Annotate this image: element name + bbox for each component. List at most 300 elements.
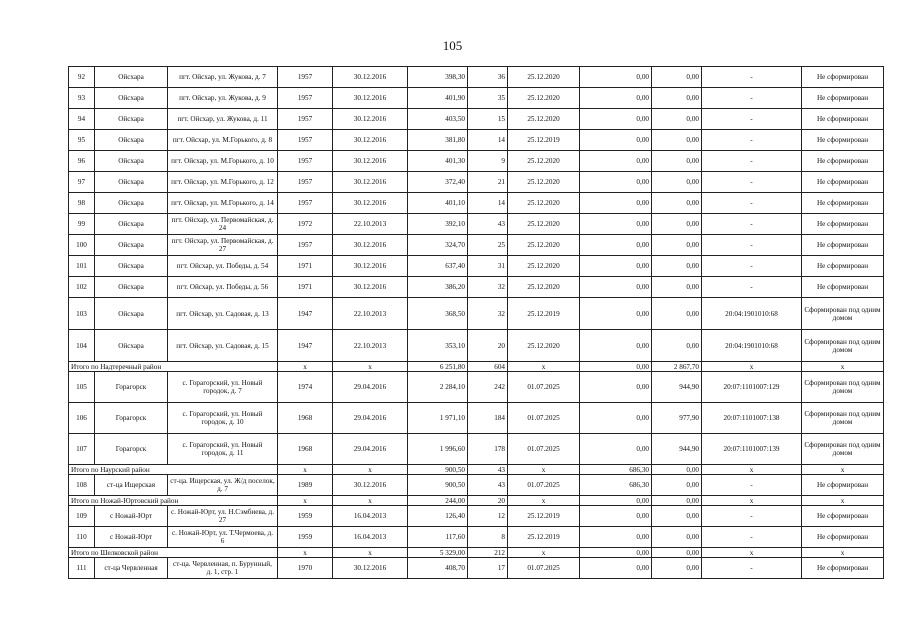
address: пгт. Ойсхар, ул. Жукова, д. 11 [168, 109, 278, 130]
area: 368,50 [408, 298, 468, 330]
total-x-5: х [802, 362, 884, 372]
build-year: 1968 [278, 403, 333, 434]
deadline: 01.07.2025 [508, 558, 580, 579]
settlement: Ойсхара [95, 109, 168, 130]
cost-2: 0,00 [652, 558, 702, 579]
total-x-1: х [278, 362, 333, 372]
cost-1: 0,00 [580, 67, 652, 88]
address: пгт. Ойсхар, ул. М.Горького, д. 10 [168, 151, 278, 172]
page-number: 105 [442, 38, 463, 53]
table-row [69, 558, 884, 579]
table-row [69, 172, 884, 193]
survey-date: 22.10.2013 [333, 214, 408, 235]
cost-1: 0,00 [580, 403, 652, 434]
deadline: 25.12.2020 [508, 235, 580, 256]
settlement: Горагорск [95, 434, 168, 465]
settlement: Ойсхара [95, 235, 168, 256]
area: 2 284,10 [408, 372, 468, 403]
residents: 9 [468, 151, 508, 172]
land-status: Сформирован под одним домом [802, 330, 884, 362]
settlement: ст-ца Ищерская [95, 475, 168, 496]
row-number: 110 [69, 527, 95, 548]
deadline: 25.12.2020 [508, 193, 580, 214]
cadastral-number: 20:07:1101007:139 [702, 434, 802, 465]
total-cost-2: 0,00 [652, 548, 702, 558]
cost-2: 0,00 [652, 109, 702, 130]
cost-2: 0,00 [652, 506, 702, 527]
area: 353,10 [408, 330, 468, 362]
row-number: 103 [69, 298, 95, 330]
cost-2: 0,00 [652, 475, 702, 496]
total-x-4: х [702, 465, 802, 475]
cost-1: 0,00 [580, 256, 652, 277]
cost-1: 0,00 [580, 130, 652, 151]
address: пгт. Ойсхар, ул. Первомайская, д. 24 [168, 214, 278, 235]
row-number: 105 [69, 372, 95, 403]
table-row [69, 475, 884, 496]
settlement: Ойсхара [95, 193, 168, 214]
total-row [69, 465, 884, 475]
address: пгт. Ойсхар, ул. Садовая, д. 15 [168, 330, 278, 362]
row-number: 100 [69, 235, 95, 256]
residents: 242 [468, 372, 508, 403]
survey-date: 30.12.2016 [333, 151, 408, 172]
table-row [69, 434, 884, 465]
settlement: Ойсхара [95, 88, 168, 109]
table-row [69, 256, 884, 277]
survey-date: 22.10.2013 [333, 330, 408, 362]
total-cost-1: 0,00 [580, 496, 652, 506]
total-cost-1: 686,30 [580, 465, 652, 475]
address: пгт. Ойсхар, ул. Садовая, д. 13 [168, 298, 278, 330]
cost-1: 0,00 [580, 109, 652, 130]
cost-2: 0,00 [652, 193, 702, 214]
address: пгт. Ойсхар, ул. М.Горького, д. 14 [168, 193, 278, 214]
settlement: Горагорск [95, 372, 168, 403]
area: 401,30 [408, 151, 468, 172]
cadastral-number: - [702, 67, 802, 88]
address: с. Горагорский, ул. Новый городок, д. 7 [168, 372, 278, 403]
cadastral-number: - [702, 151, 802, 172]
cost-1: 0,00 [580, 330, 652, 362]
residents: 184 [468, 403, 508, 434]
survey-date: 30.12.2016 [333, 475, 408, 496]
area: 392,10 [408, 214, 468, 235]
cost-2: 0,00 [652, 214, 702, 235]
deadline: 25.12.2019 [508, 130, 580, 151]
total-label: Итого по Шелковской район [69, 548, 278, 558]
cost-1: 0,00 [580, 298, 652, 330]
address: пгт. Ойсхар, ул. Жукова, д. 9 [168, 88, 278, 109]
address: пгт. Ойсхар, ул. Жукова, д. 7 [168, 67, 278, 88]
total-residents: 604 [468, 362, 508, 372]
deadline: 25.12.2020 [508, 151, 580, 172]
row-number: 102 [69, 277, 95, 298]
table-row [69, 403, 884, 434]
cost-2: 0,00 [652, 256, 702, 277]
total-x-4: х [702, 548, 802, 558]
total-x-3: х [508, 496, 580, 506]
total-cost-1: 0,00 [580, 362, 652, 372]
address: ст-ца. Ищерская, ул. Ж/д поселок, д. 7 [168, 475, 278, 496]
residents: 14 [468, 193, 508, 214]
address: пгт. Ойсхар, ул. Первомайская, д. 27 [168, 235, 278, 256]
survey-date: 16.04.2013 [333, 527, 408, 548]
land-status: Сформирован под одним домом [802, 372, 884, 403]
cost-2: 0,00 [652, 330, 702, 362]
total-label: Итого по Ножай-Юртовский район [69, 496, 278, 506]
table-row [69, 298, 884, 330]
build-year: 1957 [278, 109, 333, 130]
cost-2: 977,90 [652, 403, 702, 434]
residents: 8 [468, 527, 508, 548]
survey-date: 30.12.2016 [333, 235, 408, 256]
cadastral-number: - [702, 256, 802, 277]
land-status: Не сформирован [802, 506, 884, 527]
table-row [69, 330, 884, 362]
deadline: 25.12.2019 [508, 527, 580, 548]
deadline: 25.12.2020 [508, 88, 580, 109]
total-x-1: х [278, 465, 333, 475]
row-number: 95 [69, 130, 95, 151]
cost-1: 0,00 [580, 434, 652, 465]
settlement: Ойсхара [95, 151, 168, 172]
cadastral-number: - [702, 130, 802, 151]
cadastral-number: - [702, 558, 802, 579]
total-x-3: х [508, 548, 580, 558]
deadline: 25.12.2020 [508, 330, 580, 362]
cadastral-number: - [702, 506, 802, 527]
deadline: 25.12.2019 [508, 506, 580, 527]
land-status: Не сформирован [802, 558, 884, 579]
settlement: Ойсхара [95, 214, 168, 235]
cost-2: 0,00 [652, 172, 702, 193]
deadline: 25.12.2019 [508, 298, 580, 330]
deadline: 25.12.2020 [508, 256, 580, 277]
deadline: 25.12.2020 [508, 277, 580, 298]
settlement: с Ножай-Юрт [95, 506, 168, 527]
land-status: Не сформирован [802, 475, 884, 496]
area: 408,70 [408, 558, 468, 579]
total-cost-2: 0,00 [652, 465, 702, 475]
land-status: Не сформирован [802, 109, 884, 130]
build-year: 1971 [278, 256, 333, 277]
survey-date: 30.12.2016 [333, 256, 408, 277]
area: 401,90 [408, 88, 468, 109]
build-year: 1959 [278, 506, 333, 527]
cost-2: 0,00 [652, 151, 702, 172]
table-row [69, 277, 884, 298]
area: 401,10 [408, 193, 468, 214]
settlement: Ойсхара [95, 67, 168, 88]
cost-2: 0,00 [652, 130, 702, 151]
build-year: 1957 [278, 193, 333, 214]
cost-1: 0,00 [580, 527, 652, 548]
row-number: 107 [69, 434, 95, 465]
total-row [69, 496, 884, 506]
cost-2: 0,00 [652, 527, 702, 548]
total-area: 244,00 [408, 496, 468, 506]
area: 117,60 [408, 527, 468, 548]
cost-2: 944,90 [652, 434, 702, 465]
table-row [69, 109, 884, 130]
land-status: Не сформирован [802, 214, 884, 235]
land-status: Не сформирован [802, 256, 884, 277]
table-row [69, 214, 884, 235]
cadastral-number: 20:07:1101007:129 [702, 372, 802, 403]
build-year: 1957 [278, 88, 333, 109]
cost-1: 0,00 [580, 193, 652, 214]
settlement: Ойсхара [95, 330, 168, 362]
build-year: 1972 [278, 214, 333, 235]
total-x-3: х [508, 362, 580, 372]
total-row [69, 362, 884, 372]
cadastral-number: - [702, 527, 802, 548]
row-number: 99 [69, 214, 95, 235]
table-body [69, 67, 884, 579]
residents: 31 [468, 256, 508, 277]
land-status: Не сформирован [802, 88, 884, 109]
total-area: 6 251,80 [408, 362, 468, 372]
build-year: 1959 [278, 527, 333, 548]
address: пгт. Ойсхар, ул. М.Горького, д. 8 [168, 130, 278, 151]
survey-date: 16.04.2013 [333, 506, 408, 527]
survey-date: 29.04.2016 [333, 372, 408, 403]
total-row [69, 548, 884, 558]
residents: 14 [468, 130, 508, 151]
land-status: Не сформирован [802, 235, 884, 256]
residents: 32 [468, 298, 508, 330]
deadline: 25.12.2020 [508, 109, 580, 130]
area: 126,40 [408, 506, 468, 527]
residents: 15 [468, 109, 508, 130]
cost-1: 0,00 [580, 277, 652, 298]
cadastral-number: 20:07:1101007:138 [702, 403, 802, 434]
residents: 35 [468, 88, 508, 109]
settlement: Ойсхара [95, 277, 168, 298]
address: ст-ца. Червленная, п. Бурунный, д. 1, стр. 1 [168, 558, 278, 579]
survey-date: 30.12.2016 [333, 88, 408, 109]
area: 1 971,10 [408, 403, 468, 434]
table-row [69, 88, 884, 109]
total-x-4: х [702, 496, 802, 506]
total-residents: 20 [468, 496, 508, 506]
deadline: 25.12.2020 [508, 172, 580, 193]
total-x-2: х [333, 548, 408, 558]
area: 1 996,60 [408, 434, 468, 465]
land-status: Не сформирован [802, 67, 884, 88]
area: 900,50 [408, 475, 468, 496]
table-row [69, 193, 884, 214]
table-row [69, 151, 884, 172]
land-status: Не сформирован [802, 172, 884, 193]
cost-1: 0,00 [580, 558, 652, 579]
residents: 32 [468, 277, 508, 298]
cadastral-number: 20:04:1901010:68 [702, 330, 802, 362]
residents: 36 [468, 67, 508, 88]
total-x-4: х [702, 362, 802, 372]
total-cost-1: 0,00 [580, 548, 652, 558]
residents: 178 [468, 434, 508, 465]
residents: 20 [468, 330, 508, 362]
cadastral-number: - [702, 193, 802, 214]
total-label: Итого по Надтеречный район [69, 362, 278, 372]
row-number: 109 [69, 506, 95, 527]
land-status: Не сформирован [802, 193, 884, 214]
row-number: 104 [69, 330, 95, 362]
build-year: 1968 [278, 434, 333, 465]
build-year: 1974 [278, 372, 333, 403]
row-number: 106 [69, 403, 95, 434]
area: 403,50 [408, 109, 468, 130]
cadastral-number: - [702, 277, 802, 298]
cadastral-number: 20:04:1901010:68 [702, 298, 802, 330]
total-cost-2: 2 867,70 [652, 362, 702, 372]
land-status: Не сформирован [802, 151, 884, 172]
residents: 17 [468, 558, 508, 579]
cost-2: 0,00 [652, 88, 702, 109]
row-number: 93 [69, 88, 95, 109]
cadastral-number: - [702, 235, 802, 256]
deadline: 25.12.2020 [508, 214, 580, 235]
cadastral-number: - [702, 109, 802, 130]
address: с. Ножай-Юрт, ул. Т.Чермоева, д. 6 [168, 527, 278, 548]
cost-2: 0,00 [652, 67, 702, 88]
total-x-5: х [802, 465, 884, 475]
settlement: ст-ца Червленная [95, 558, 168, 579]
residents: 12 [468, 506, 508, 527]
cost-1: 0,00 [580, 172, 652, 193]
build-year: 1957 [278, 130, 333, 151]
land-status: Не сформирован [802, 277, 884, 298]
cost-1: 0,00 [580, 372, 652, 403]
row-number: 94 [69, 109, 95, 130]
row-number: 101 [69, 256, 95, 277]
total-x-3: х [508, 465, 580, 475]
settlement: с Ножай-Юрт [95, 527, 168, 548]
deadline: 01.07.2025 [508, 372, 580, 403]
total-x-1: х [278, 548, 333, 558]
cadastral-number: - [702, 172, 802, 193]
land-status: Не сформирован [802, 527, 884, 548]
table-row [69, 67, 884, 88]
cost-2: 0,00 [652, 235, 702, 256]
table-row [69, 235, 884, 256]
survey-date: 30.12.2016 [333, 172, 408, 193]
area: 372,40 [408, 172, 468, 193]
area: 381,80 [408, 130, 468, 151]
cost-1: 0,00 [580, 235, 652, 256]
land-status: Сформирован под одним домом [802, 403, 884, 434]
cadastral-number: - [702, 214, 802, 235]
cost-1: 686,30 [580, 475, 652, 496]
cost-1: 0,00 [580, 88, 652, 109]
build-year: 1970 [278, 558, 333, 579]
row-number: 92 [69, 67, 95, 88]
row-number: 97 [69, 172, 95, 193]
row-number: 98 [69, 193, 95, 214]
residents: 25 [468, 235, 508, 256]
total-x-5: х [802, 496, 884, 506]
total-x-2: х [333, 496, 408, 506]
table-row [69, 527, 884, 548]
settlement: Горагорск [95, 403, 168, 434]
build-year: 1947 [278, 330, 333, 362]
settlement: Ойсхара [95, 256, 168, 277]
residents: 43 [468, 475, 508, 496]
address: пгт. Ойсхар, ул. М.Горького, д. 12 [168, 172, 278, 193]
cadastral-number: - [702, 475, 802, 496]
deadline: 01.07.2025 [508, 434, 580, 465]
deadline: 01.07.2025 [508, 475, 580, 496]
settlement: Ойсхара [95, 130, 168, 151]
build-year: 1957 [278, 172, 333, 193]
survey-date: 30.12.2016 [333, 109, 408, 130]
total-x-2: х [333, 362, 408, 372]
build-year: 1957 [278, 67, 333, 88]
residents: 43 [468, 214, 508, 235]
cost-1: 0,00 [580, 506, 652, 527]
address: пгт. Ойсхар, ул. Победы, д. 54 [168, 256, 278, 277]
survey-date: 30.12.2016 [333, 558, 408, 579]
area: 324,70 [408, 235, 468, 256]
residents: 21 [468, 172, 508, 193]
build-year: 1957 [278, 235, 333, 256]
survey-date: 30.12.2016 [333, 193, 408, 214]
build-year: 1971 [278, 277, 333, 298]
row-number: 111 [69, 558, 95, 579]
build-year: 1957 [278, 151, 333, 172]
cadastral-number: - [702, 88, 802, 109]
total-area: 5 329,00 [408, 548, 468, 558]
settlement: Ойсхара [95, 298, 168, 330]
settlement: Ойсхара [95, 172, 168, 193]
area: 637,40 [408, 256, 468, 277]
survey-date: 29.04.2016 [333, 434, 408, 465]
survey-date: 30.12.2016 [333, 130, 408, 151]
total-residents: 212 [468, 548, 508, 558]
survey-date: 30.12.2016 [333, 277, 408, 298]
address: пгт. Ойсхар, ул. Победы, д. 56 [168, 277, 278, 298]
build-year: 1989 [278, 475, 333, 496]
cost-1: 0,00 [580, 214, 652, 235]
land-status: Сформирован под одним домом [802, 298, 884, 330]
survey-date: 29.04.2016 [333, 403, 408, 434]
deadline: 01.07.2025 [508, 403, 580, 434]
build-year: 1947 [278, 298, 333, 330]
row-number: 96 [69, 151, 95, 172]
address: с. Ножай-Юрт, ул. Н.Сэмбиева, д. 27 [168, 506, 278, 527]
total-x-1: х [278, 496, 333, 506]
cost-1: 0,00 [580, 151, 652, 172]
area: 386,20 [408, 277, 468, 298]
cost-2: 0,00 [652, 298, 702, 330]
total-area: 900,50 [408, 465, 468, 475]
area: 398,30 [408, 67, 468, 88]
survey-date: 22.10.2013 [333, 298, 408, 330]
table-row [69, 506, 884, 527]
land-status: Сформирован под одним домом [802, 434, 884, 465]
total-label: Итого по Наурский район [69, 465, 278, 475]
total-x-5: х [802, 548, 884, 558]
address: с. Горагорский, ул. Новый городок, д. 11 [168, 434, 278, 465]
cost-2: 944,90 [652, 372, 702, 403]
row-number: 108 [69, 475, 95, 496]
survey-date: 30.12.2016 [333, 67, 408, 88]
total-x-2: х [333, 465, 408, 475]
address: с. Горагорский, ул. Новый городок, д. 10 [168, 403, 278, 434]
housing-registry-table [68, 66, 884, 579]
